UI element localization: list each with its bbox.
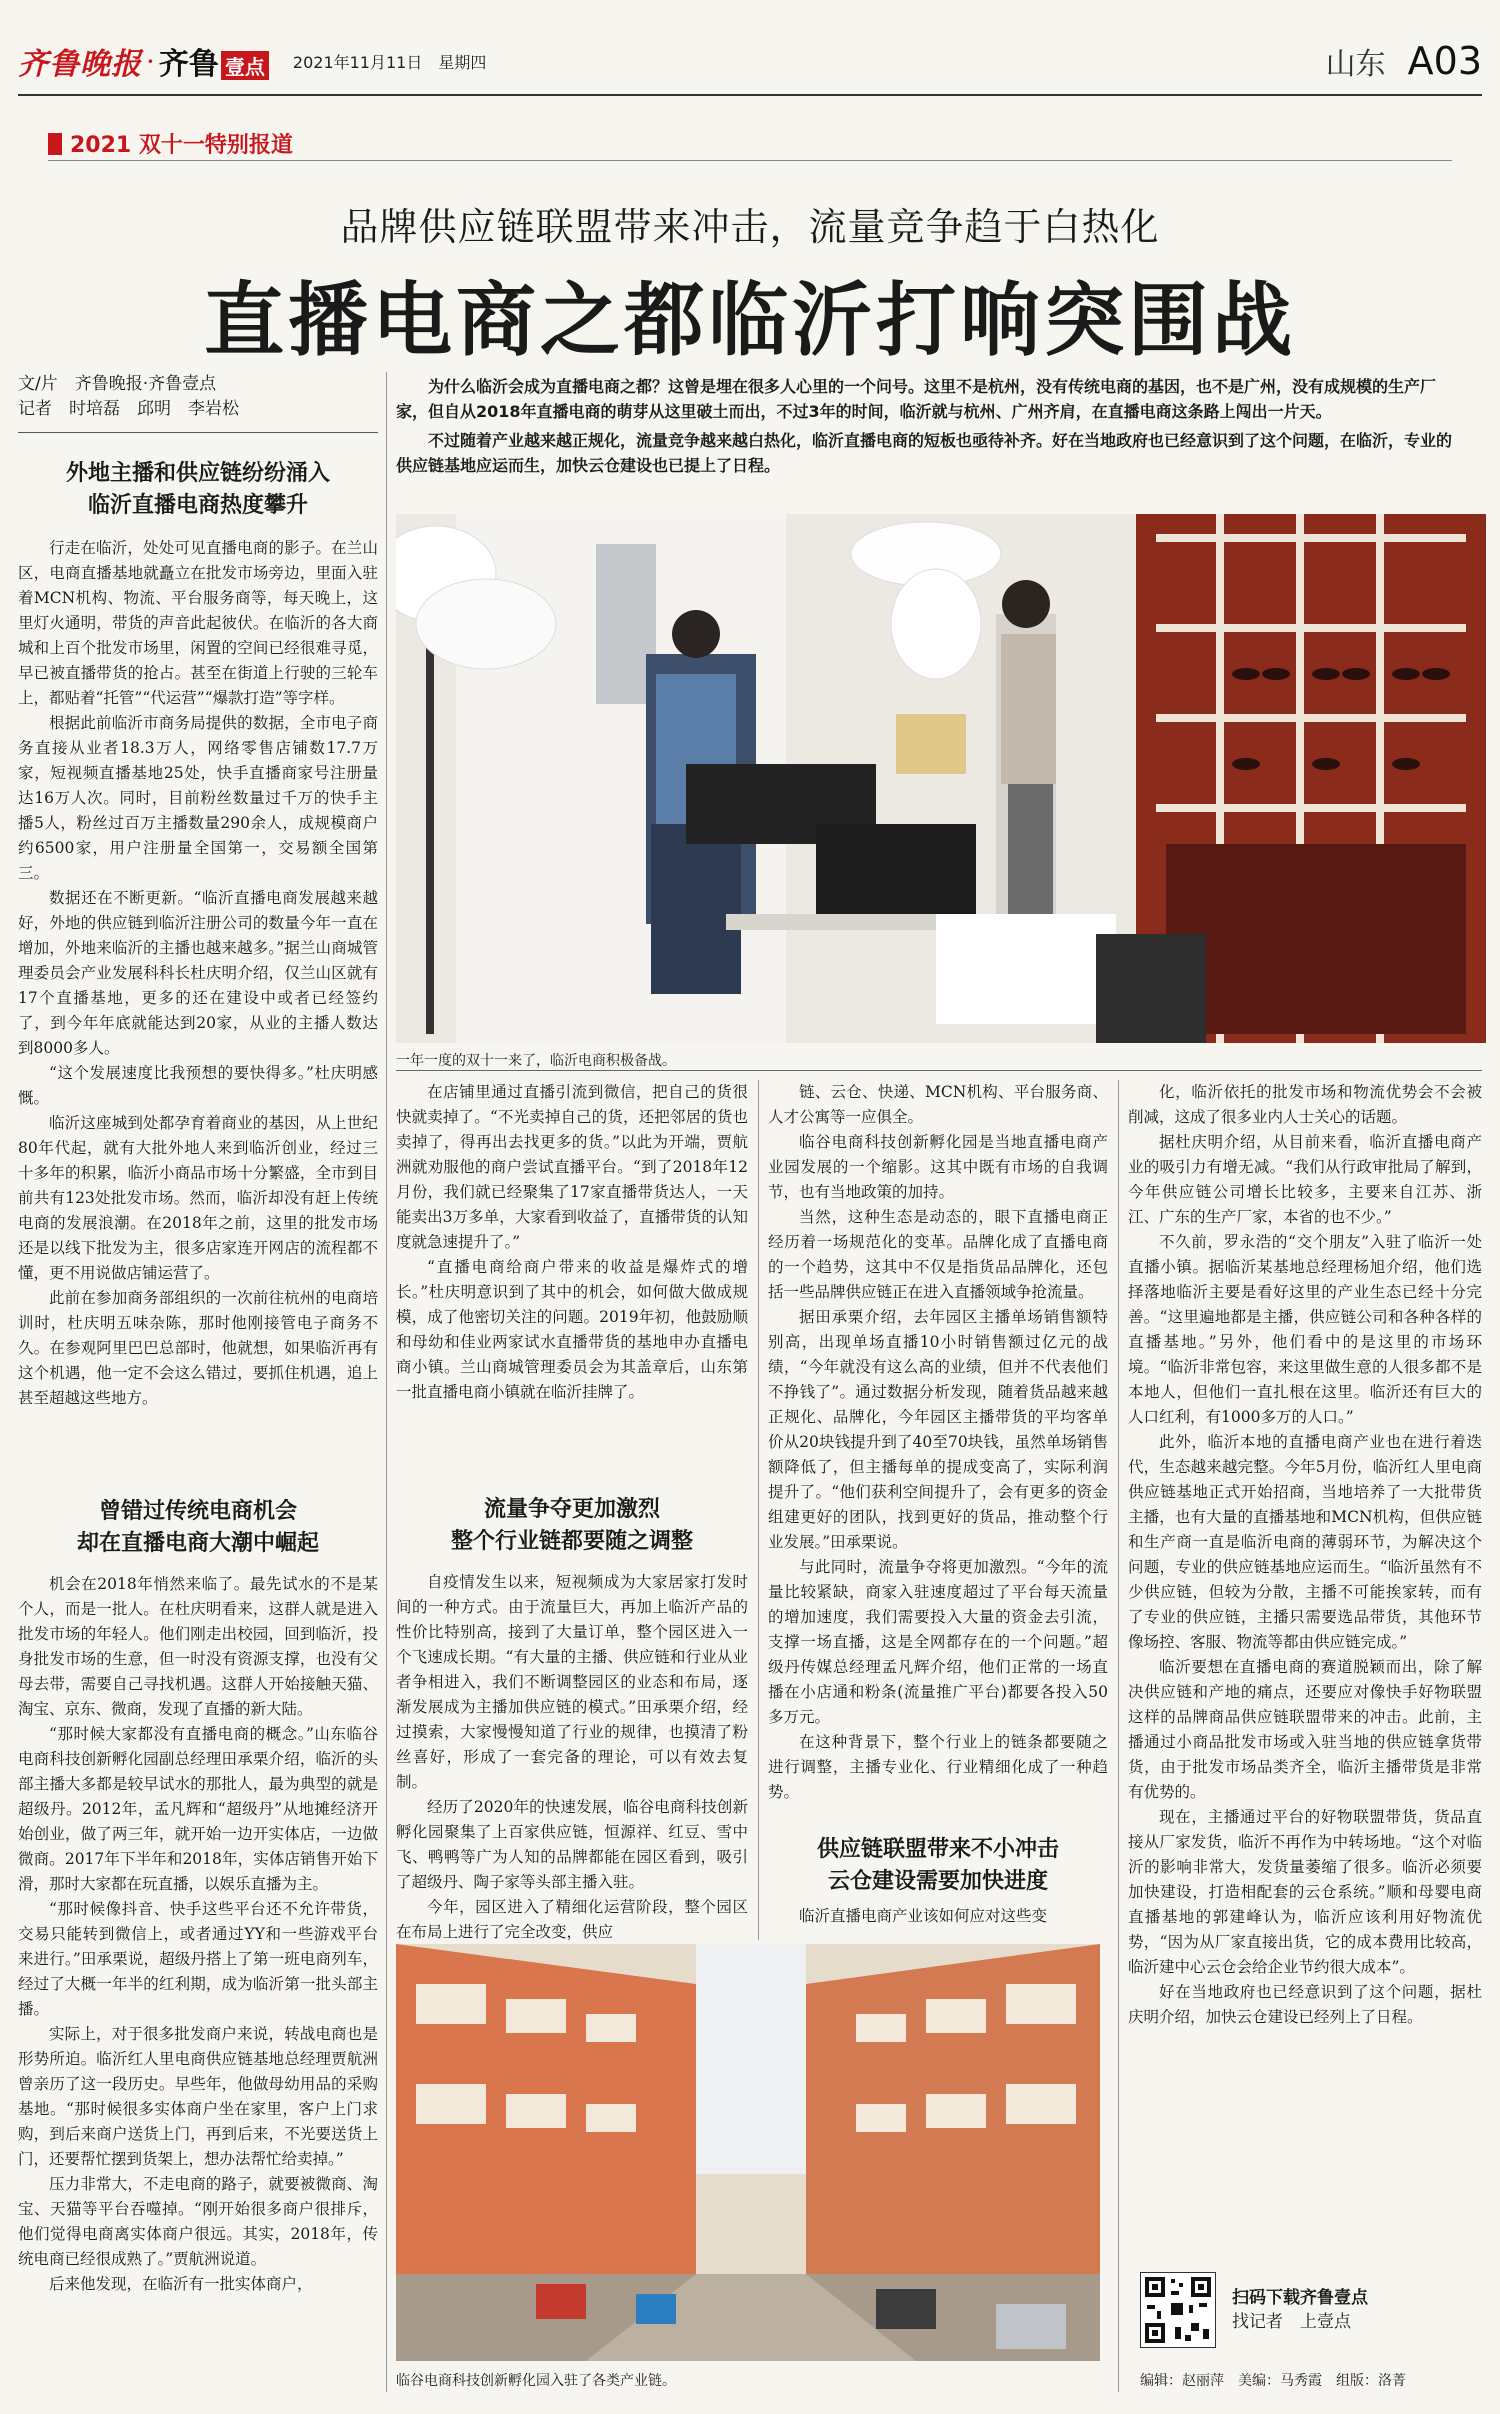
photo-caption-1: 一年一度的双十一来了，临沂电商积极备战。 bbox=[396, 1053, 676, 1069]
paragraph: 当然，这种生态是动态的，眼下直播电商正经历着一场规范化的变革。品牌化成了直播电商的一个趋势，这其中不仅是指货品品牌化，还包括一些品牌供应链正在进入直播领域争抢流量。 bbox=[768, 1208, 1108, 1301]
divider bbox=[396, 1070, 1482, 1071]
column-rule bbox=[386, 372, 387, 2392]
byline-line-2: 记者 时培磊 邱明 李岩松 bbox=[18, 399, 239, 419]
paragraph: 实际上，对于很多批发商户来说，转战电商也是形势所迫。临沂红人里电商供应链基地总经理贾航洲曾亲历了这一段历史。早些年，他做母幼用品的采购基地。“那时候很多实体商户坐在家里，客户上门求购，到后来商户送货上门，再到后来，不光要送货上门，还要帮忙摆到货架上，想办法帮忙给卖掉。” bbox=[18, 2025, 378, 2168]
paragraph: “直播电商给商户带来的收益是爆炸式的增长。”杜庆明意识到了其中的机会，如何做大做成规模，成了他密切关注的问题。2019年初，他鼓励顺和母幼和佳业两家试水直播带货的基地申办直播电商小镇。兰山商城管理委员会为其盖章后，山东第一批直播电商小镇就在临沂挂牌了。 bbox=[396, 1258, 748, 1401]
column-rule bbox=[758, 1080, 759, 1940]
divider bbox=[18, 432, 378, 433]
paragraph: “那时候像抖音、快手这些平台还不允许带货，交易只能转到微信上，或者通过YY和一些游戏平台来进行。”田承栗说，超级丹搭上了第一班电商列车，经过了大概一年半的红利期，成为临沂第一批头部主播。 bbox=[18, 1900, 378, 2018]
photo-incubation-park bbox=[396, 1944, 1100, 2361]
column-2a bbox=[396, 1080, 748, 1476]
photo-caption-2: 临谷电商科技创新孵化园入驻了各类产业链。 bbox=[396, 2373, 676, 2389]
paragraph: “那时候大家都没有直播电商的概念。”山东临谷电商科技创新孵化园副总经理田承栗介绍，临沂的头部主播大多都是较早试水的那批人，最为典型的就是超级丹。2012年，孟凡辉和“超级丹”从地摊经济开始创业，做了两三年，就开始一边开实体店，一边做微商。2017年下半年和2018年，实体店销售开始下滑，那时大家都在玩直播，以娱乐直播为主。 bbox=[18, 1725, 378, 1893]
masthead-right bbox=[1326, 39, 1482, 83]
paragraph: 链、云仓、快递、MCN机构、平台服务商、人才公寓等一应俱全。 bbox=[768, 1083, 1108, 1126]
special-report-label: 2021 双十一特别报道 bbox=[48, 128, 293, 159]
intro bbox=[396, 374, 1464, 482]
paragraph: 临沂直播电商产业该如何应对这些变 bbox=[799, 1907, 1048, 1925]
section-heading-1: 外地主播和供应链纷纷涌入 临沂直播电商热度攀升 bbox=[65, 461, 330, 518]
paragraph: 临沂要想在直播电商的赛道脱颖而出，除了解决供应链和产地的痛点，还要应对像快手好物联盟这样的品牌商品供应链联盟带来的冲击。此前，主播通过小商品批发市场或入驻当地的供应链拿货带货，由于批发市场品类齐全，临沂主播带货是非常有优势的。 bbox=[1128, 1658, 1482, 1801]
paragraph: 行走在临沂，处处可见直播电商的影子。在兰山区，电商直播基地就矗立在批发市场旁边，里面入驻着MCN机构、物流、平台服务商等，每天晚上，这里灯火通明，带货的声音此起彼伏。在临沂的各大商城和上百个批发市场里，闲置的空间已经很难寻觅，早已被直播带货的抢占。甚至在街道上行驶的三轮车上，都贴着“托管”“代运营”“爆款打造”等字样。 bbox=[18, 539, 378, 707]
masthead bbox=[18, 28, 1482, 96]
section-heading-3: 流量争夺更加激烈 整个行业链都要随之调整 bbox=[450, 1497, 693, 1554]
byline bbox=[18, 372, 378, 422]
column-1b bbox=[18, 1572, 378, 2392]
column-1a bbox=[18, 536, 378, 1494]
editor-credits: 编辑：赵丽萍 美编：马秀霞 组版：洛菁 bbox=[1140, 2373, 1406, 2389]
photo-livestream-studio bbox=[396, 514, 1486, 1043]
qr-promo bbox=[1140, 2270, 1480, 2350]
paragraph: 据田承栗介绍，去年园区主播单场销售额特别高，出现单场直播10小时销售额过亿元的战绩，“今年就没有这么高的业绩，但并不代表他们不挣钱了”。通过数据分析发现，随着货品越来越正规化、品牌化，今年园区主播带货的平均客单价从20块钱提升到了40至70块钱，虽然单场销售额降低了，但主播每单的提成变高了，实际利润提升了。“他们获利空间提升了，会有更多的资金组建更好的团队，找到更好的货品，推动整个行业发展。”田承栗说。 bbox=[768, 1308, 1108, 1551]
issue-date: 2021年11月11日 星期四 bbox=[292, 52, 487, 72]
paragraph: 与此同时，流量争夺将更加激烈。“今年的流量比较紧缺，商家入驻速度超过了平台每天流量的增加速度，我们需要投入大量的资金去引流，支撑一场直播，这是全网都存在的一个问题。”超级丹传媒总经理孟凡辉介绍，他们正常的一场直播在小店通和粉条(流量推广平台)都要各投入50多万元。 bbox=[768, 1558, 1108, 1726]
column-2b bbox=[396, 1570, 748, 1940]
photo-illustration bbox=[396, 514, 1486, 1043]
paragraph: 据杜庆明介绍，从目前来看，临沂直播电商产业的吸引力有增无减。“我们从行政审批局了解到，今年供应链公司增长比较多，主要来自江苏、浙江、广东的生产厂家，本省的也不少。” bbox=[1128, 1133, 1482, 1226]
qr-code-icon[interactable] bbox=[1140, 2272, 1216, 2348]
paragraph: 好在当地政府也已经意识到了这个问题，据杜庆明介绍，加快云仓建设已经列上了日程。 bbox=[1128, 1983, 1482, 2026]
paragraph: 后来他发现，在临沂有一批实体商户， bbox=[49, 2275, 313, 2293]
qr-line-2: 找记者 上壹点 bbox=[1232, 2312, 1351, 2332]
paragraph: 自疫情发生以来，短视频成为大家居家打发时间的一种方式。由于流量巨大，再加上临沂产品的性价比特别高，接到了大量订单，整个园区进入一个飞速成长期。“有大量的主播、供应链和行业从业者争相进入，我们不断调整园区的业态和布局，逐渐发展成为主播加供应链的模式。”田承栗介绍，经过摸索，大家慢慢知道了行业的规律，也摸清了粉丝喜好，形成了一套完备的理论，可以有效去复制。 bbox=[396, 1573, 748, 1791]
paragraph: 临沂这座城到处都孕育着商业的基因，从上世纪80年代起，就有大批外地人来到临沂创业，经过三十多年的积累，临沂小商品市场十分繁盛，全市到目前共有123处批发市场。然而，临沂却没有赶上传统电商的发展浪潮。在2018年之前，这里的批发市场还是以线下批发为主，很多店家连开网店的流程都不懂，更不用说做店铺运营了。 bbox=[18, 1114, 378, 1282]
paragraph: 根据此前临沂市商务局提供的数据，全市电子商务直接从业者18.3万人，网络零售店铺数17.7万家，短视频直播基地25处，快手直播商家号注册量达16万人次。同时，目前粉丝数量过千万的快手主播5人，粉丝过百万主播数量290余人，成规模商户约6500家，用户注册量全国第一，交易额全国第三。 bbox=[18, 714, 378, 882]
paragraph: 数据还在不断更新。“临沂直播电商发展越来越好，外地的供应链到临沂注册公司的数量今年一直在增加，外地来临沂的主播也越来越多。”据兰山商城管理委员会产业发展科科长杜庆明介绍，仅兰山区就有17个直播基地，更多的还在建设中或者已经签约了，到今年年底就能达到20家，从业的主播人数达到8000多人。 bbox=[18, 889, 378, 1057]
paragraph: 此外，临沂本地的直播电商产业也在进行着迭代，生态越来越完整。今年5月份，临沂红人里电商供应链基地正式开始招商，当地培养了一大批带货主播，也有大量的直播基地和MCN机构，但供应链和生产商一直是临沂电商的薄弱环节，为解决这个问题，专业的供应链基地应运而生。“临沂虽然有不少供应链，但较为分散，主播不可能挨家转，而有了专业的供应链，主播只需要选品带货，其他环节像场控、客服、物流等都由供应链完成。” bbox=[1128, 1433, 1482, 1651]
paragraph: 经历了2020年的快速发展，临谷电商科技创新孵化园聚集了上百家供应链，恒源祥、红豆、雪中飞、鸭鸭等广为人知的品牌都能在园区看到，吸引了超级丹、陶子家等头部主播入驻。 bbox=[396, 1798, 748, 1891]
brand-name: 齐鲁晚报 bbox=[18, 47, 142, 82]
divider bbox=[48, 160, 1452, 161]
paragraph: 临谷电商科技创新孵化园是当地直播电商产业园发展的一个缩影。这其中既有市场的自我调节，也有当地政策的加持。 bbox=[768, 1133, 1108, 1201]
paragraph: 压力非常大，不走电商的路子，就要被微商、淘宝、天猫等平台吞噬掉。“刚开始很多商户很排斥，他们觉得电商离实体商户很远。其实，2018年，传统电商已经很成熟了。”贾航洲说道。 bbox=[18, 2175, 378, 2268]
subheadline: 品牌供应链联盟带来冲击，流量竞争趋于白热化 bbox=[340, 205, 1160, 249]
intro-paragraph: 为什么临沂会成为直播电商之都？这曾是埋在很多人心里的一个问号。这里不是杭州，没有传统电商的基因，也不是广州，没有成规模的生产厂家，但自从2018年直播电商的萌芽从这里破土而出，不过3年的时间，临沂就与杭州、广州齐肩，在直播电商这条路上闯出一片天。 bbox=[396, 377, 1437, 421]
qr-text bbox=[1232, 2286, 1368, 2334]
column-3a bbox=[768, 1080, 1108, 1828]
column-3b bbox=[768, 1904, 1108, 1934]
headline: 直播电商之都临沂打响突围战 bbox=[204, 273, 1296, 367]
paragraph: 此前在参加商务部组织的一次前往杭州的电商培训时，杜庆明五味杂陈，那时他刚接管电子商务不久。在参观阿里巴巴总部时，他就想，如果临沂再有这个机遇，他一定不会这么错过，要抓住机遇，追上甚至超越这些地方。 bbox=[18, 1289, 378, 1407]
paragraph: 化，临沂依托的批发市场和物流优势会不会被削减，这成了很多业内人士关心的话题。 bbox=[1128, 1083, 1482, 1126]
brand-app-name: 齐鲁 壹点 bbox=[159, 39, 269, 83]
section-heading-4: 供应链联盟带来不小冲击 云仓建设需要加快进度 bbox=[816, 1837, 1059, 1894]
column-rule bbox=[1118, 1080, 1119, 2392]
paragraph: 现在，主播通过平台的好物联盟带货，货品直接从厂家发货，临沂不再作为中转场地。“这个对临沂的影响非常大，发货量萎缩了很多。临沂必须要加快建设，打造相配套的云仓系统。”顺和母婴电商直播基地的郭建峰认为，临沂应该利用好物流优势，“因为从厂家直接出货，它的成本费用比较高，临沂建中心云仓会给企业节约很大成本”。 bbox=[1128, 1808, 1482, 1976]
paragraph: 机会在2018年悄然来临了。最先试水的不是某个人，而是一批人。在杜庆明看来，这群人就是进入批发市场的年轻人。他们刚走出校园，回到临沂，投身批发市场的生意，但一时没有资源支撑，也没有父母去带，需要自己寻找机遇。这群人开始接触天猫、淘宝、京东、微商，发现了直播的新大陆。 bbox=[18, 1575, 378, 1718]
brand-app-box: 壹点 bbox=[221, 51, 269, 80]
qr-line-1: 扫码下载齐鲁壹点 bbox=[1232, 2288, 1368, 2308]
byline-line-1: 文/片 齐鲁晚报·齐鲁壹点 bbox=[18, 374, 217, 394]
paragraph: 不久前，罗永浩的“交个朋友”入驻了临沂一处直播小镇。据临沂某基地总经理杨旭介绍，他们选择落地临沂主要是看好这里的产业生态已经十分完善。“这里遍地都是主播，供应链公司和各种各样的直播基地。”另外，他们看中的是这里的市场环境。“临沂非常包容，来这里做生意的人很多都不是本地人，但他们一直扎根在这里。临沂还有巨大的人口红利，有1000多万的人口。” bbox=[1128, 1233, 1482, 1426]
region-label: 山东 bbox=[1325, 47, 1386, 82]
photo-illustration bbox=[396, 1944, 1100, 2361]
section-heading-2: 曾错过传统电商机会 却在直播电商大潮中崛起 bbox=[76, 1499, 319, 1556]
red-square-icon bbox=[48, 133, 62, 155]
paragraph: 在这种背景下，整个行业上的链条都要随之进行调整，主播专业化、行业精细化成了一种趋势。 bbox=[768, 1733, 1108, 1801]
paragraph: “这个发展速度比我预想的要快得多。”杜庆明感慨。 bbox=[18, 1064, 378, 1107]
column-4 bbox=[1128, 1080, 1482, 2260]
paragraph: 在店铺里通过直播引流到微信，把自己的货很快就卖掉了。“不光卖掉自己的货，还把邻居的货也卖掉了，得再出去找更多的货。”以此为开端，贾航洲就劝服他的商户尝试直播平台。“到了2018年12月份，我们就已经聚集了17家直播带货达人，一天能卖出3万多单，大家看到收益了，直播带货的认知度就急速提升了。” bbox=[396, 1083, 748, 1251]
page-number: A03 bbox=[1407, 39, 1482, 83]
intro-paragraph: 不过随着产业越来越正规化，流量竞争越来越白热化，临沂直播电商的短板也亟待补齐。好在当地政府也已经意识到了这个问题，在临沂，专业的供应链基地应运而生，加快云仓建设也已提上了日程。 bbox=[396, 431, 1453, 475]
paragraph: 今年，园区进入了精细化运营阶段，整个园区在布局上进行了完全改变，供应 bbox=[396, 1898, 748, 1940]
brand-separator: · bbox=[146, 44, 155, 78]
